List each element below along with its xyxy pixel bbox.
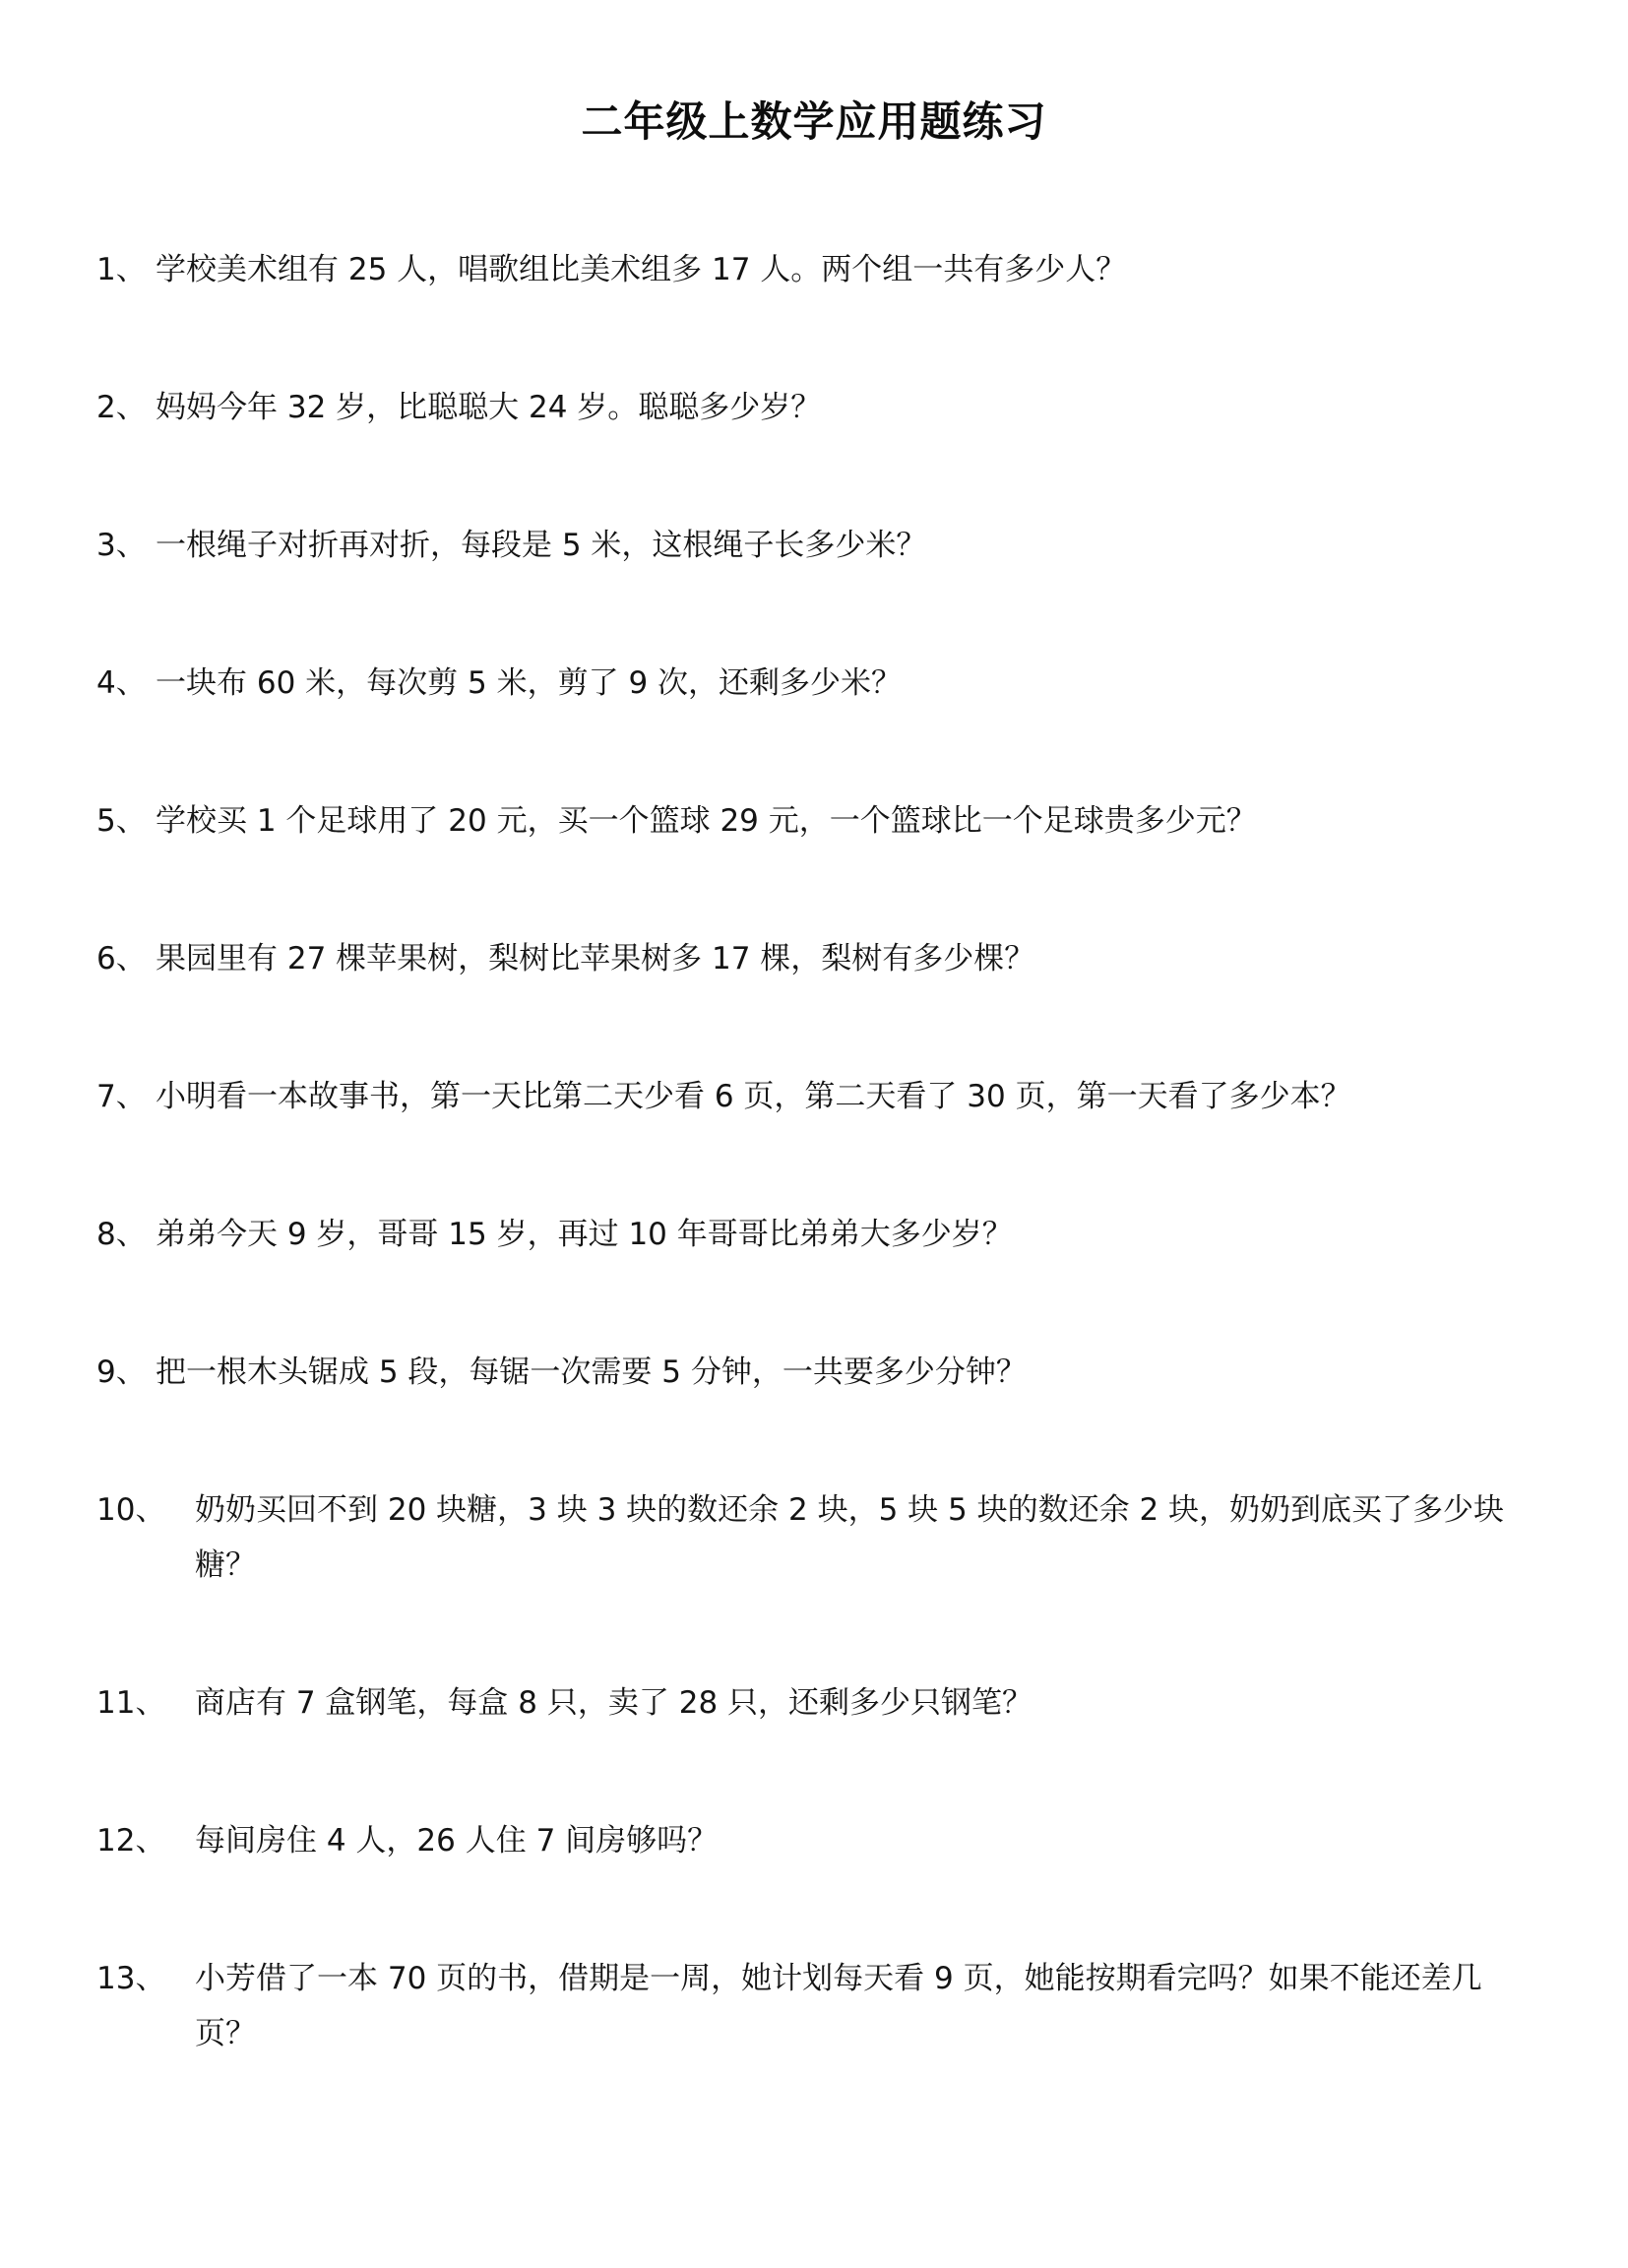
question-text: 一块布 60 米，每次剪 5 米，剪了 9 次，还剩多少米？	[156, 665, 903, 701]
question-number: 6、	[96, 941, 147, 976]
question-text: 学校买 1 个足球用了 20 元，买一个篮球 29 元，一个篮球比一个足球贵多少元？	[156, 803, 1257, 839]
question-text: 果园里有 27 棵苹果树，梨树比苹果树多 17 棵，梨树有多少棵？	[156, 941, 1035, 976]
question-number: 7、	[96, 1079, 147, 1114]
question-number: 8、	[96, 1217, 147, 1252]
question-number: 1、	[96, 252, 147, 287]
question-9	[96, 1345, 1534, 1400]
question-text: 一根绳子对折再对折，每段是 5 米，这根绳子长多少米？	[156, 528, 927, 563]
question-number: 2、	[96, 390, 147, 425]
question-1	[96, 242, 1534, 297]
question-text: 学校美术组有 25 人，唱歌组比美术组多 17 人。两个组一共有多少人？	[156, 252, 1127, 287]
question-number: 13、	[96, 1961, 166, 1996]
question-text: 小明看一本故事书，第一天比第二天少看 6 页，第二天看了 30 页，第一天看了多少本？	[156, 1079, 1351, 1114]
question-7	[96, 1069, 1534, 1124]
question-13	[96, 1951, 1534, 2061]
question-number: 10、	[96, 1492, 166, 1528]
question-number: 9、	[96, 1354, 147, 1390]
question-text: 奶奶买回不到 20 块糖，3 块 3 块的数还余 2 块，5 块 5 块的数还余 2 块，奶奶到底买了多少块糖？	[195, 1492, 1505, 1583]
question-6	[96, 931, 1534, 986]
question-8	[96, 1207, 1534, 1262]
question-10	[96, 1482, 1534, 1593]
question-number: 5、	[96, 803, 147, 839]
question-text: 把一根木头锯成 5 段，每锯一次需要 5 分钟，一共要多少分钟？	[156, 1354, 1027, 1390]
question-number: 11、	[96, 1685, 166, 1721]
question-11	[96, 1675, 1534, 1731]
question-text: 商店有 7 盒钢笔，每盒 8 只，卖了 28 只，还剩多少只钢笔？	[195, 1685, 1033, 1721]
page-title: 二年级上数学应用题练习	[581, 97, 1047, 146]
question-text: 每间房住 4 人，26 人住 7 间房够吗？	[195, 1823, 719, 1858]
question-text: 小芳借了一本 70 页的书，借期是一周，她计划每天看 9 页，她能按期看完吗？如果不能还差几页？	[195, 1961, 1482, 2051]
question-4	[96, 656, 1534, 711]
question-text: 弟弟今天 9 岁，哥哥 15 岁，再过 10 年哥哥比弟弟大多少岁？	[156, 1217, 1013, 1252]
question-5	[96, 793, 1534, 849]
question-12	[96, 1813, 1534, 1868]
question-text: 妈妈今年 32 岁，比聪聪大 24 岁。聪聪多少岁？	[156, 390, 822, 425]
question-number: 3、	[96, 528, 147, 563]
question-number: 4、	[96, 665, 147, 701]
question-number: 12、	[96, 1823, 166, 1858]
question-2	[96, 380, 1534, 435]
question-3	[96, 518, 1534, 573]
